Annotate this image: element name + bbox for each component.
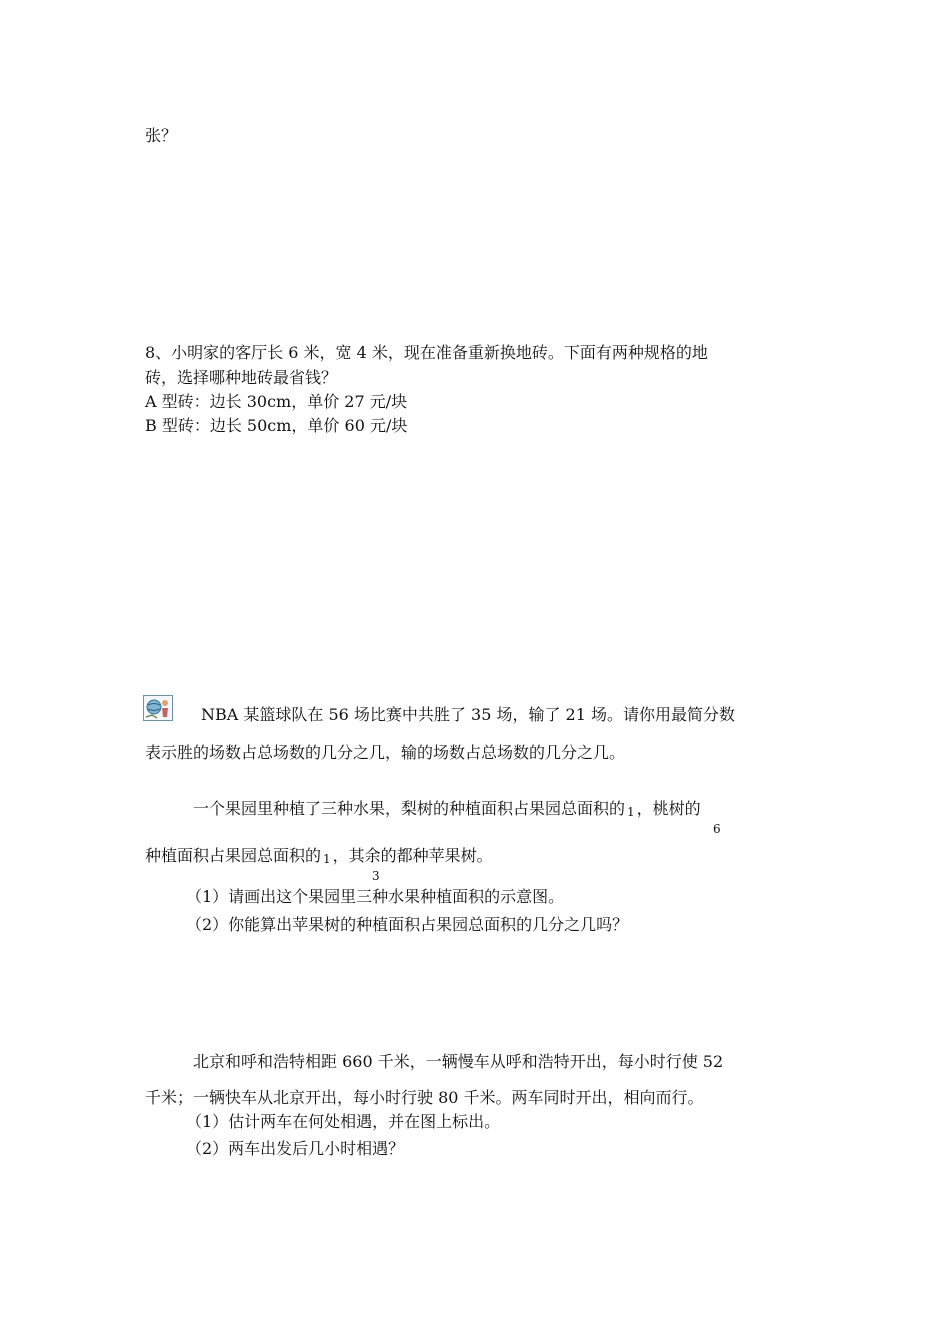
q8-option-a: A 型砖：边长 30cm，单价 27 元/块: [145, 392, 408, 411]
previous-question-tail: 张？: [145, 126, 178, 145]
orchard-text-line-1: [193, 799, 701, 820]
globe-person-icon: [143, 695, 173, 721]
cars-text-line-1: 北京和呼和浩特相距 660 千米，一辆慢车从呼和浩特开出，每小时行使 52: [193, 1052, 724, 1071]
fraction-1-numerator: 1: [627, 805, 635, 819]
fraction-2-denominator: 3: [372, 869, 380, 883]
q8-text-line-1: 8、小明家的客厅长 6 米，宽 4 米，现在准备重新换地砖。下面有两种规格的地: [145, 343, 708, 362]
fraction-2-numerator: 1: [323, 852, 331, 866]
fraction-1-denominator: 6: [713, 822, 721, 836]
cars-text-line-2: 千米；一辆快车从北京开出，每小时行驶 80 千米。两车同时开出，相向而行。: [145, 1088, 704, 1107]
orchard-subquestion-1: （1）请画出这个果园里三种水果种植面积的示意图。: [186, 887, 565, 906]
q8-option-b: B 型砖：边长 50cm，单价 60 元/块: [145, 416, 408, 435]
nba-text-line-1: NBA 某篮球队在 56 场比赛中共胜了 35 场，输了 21 场。请你用最简分数: [201, 705, 735, 724]
orchard-line2-text-a: 种植面积占果园总面积的: [145, 846, 322, 865]
cars-subquestion-1: （1）估计两车在何处相遇，并在图上标出。: [186, 1112, 501, 1131]
orchard-line1-text-b: ，桃树的: [636, 799, 701, 818]
q8-text-line-2: 砖，选择哪种地砖最省钱？: [145, 368, 338, 387]
orchard-line1-text-a: 一个果园里种植了三种水果，梨树的种植面积占果园总面积的: [193, 799, 626, 818]
orchard-subquestion-2: （2）你能算出苹果树的种植面积占果园总面积的几分之几吗？: [186, 915, 629, 934]
orchard-text-line-2: [145, 846, 493, 867]
nba-text-line-2: 表示胜的场数占总场数的几分之几，输的场数占总场数的几分之几。: [145, 743, 626, 762]
cars-subquestion-2: （2）两车出发后几小时相遇？: [186, 1139, 405, 1158]
orchard-line2-text-b: ，其余的都种苹果树。: [332, 846, 493, 865]
